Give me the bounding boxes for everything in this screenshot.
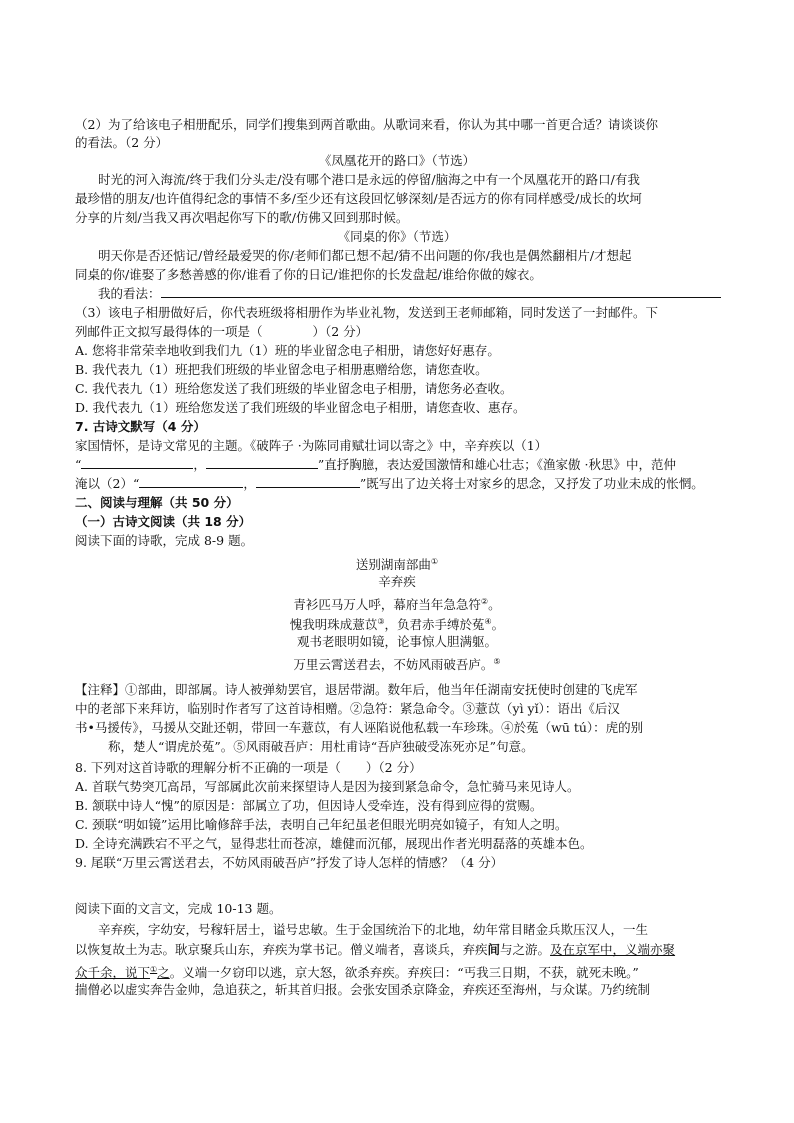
poem-line1 — [0, 592, 794, 614]
q8-stem: 8. 下列对这首诗歌的理解分析不正确的一项是（ ）（2 分） — [75, 760, 422, 775]
q7-line3-start: 淹以（2）“ — [75, 476, 140, 491]
prose-line4: 揣僧必以虚实奔告金帅，急追获之，斩其首归报。会张安国杀京降金，弃疾还至海州，与众谋。乃约统制 — [75, 982, 651, 997]
prose-line3 — [75, 960, 725, 982]
song2-lyric-line1: 明天你是否还惦记/曾经最爱哭的你/老师们都已想不起/猜不出问题的你/我也是偶然翻相片/才想起 — [98, 248, 632, 263]
prose-intro: 阅读下面的文言文，完成 10-13 题。 — [75, 901, 282, 916]
song1-title: 《凤凰花开的路口》（节选） — [318, 153, 476, 168]
poem-title-mark: ① — [430, 557, 439, 566]
q9-stem: 9. 尾联“万里云霄送君去，不妨风雨破吾庐”抒发了诗人怎样的情感？（4 分） — [75, 855, 504, 870]
prose-line2 — [75, 940, 725, 959]
section2-heading: 二、阅读与理解（共 50 分） — [75, 495, 239, 510]
q6-part2-line1: （2）为了给该电子相册配乐，同学们搜集到两首歌曲。从歌词来看，你认为其中哪一首更合适？请谈谈你 — [75, 117, 658, 132]
poem-title — [0, 552, 794, 574]
q8-option-d[interactable]: D. 全诗充满跌宕不平之气，显得悲壮而苍凉，雄健而沉郁，展现出作者光明磊落的英雄本色。 — [75, 836, 593, 851]
song2-title: 《同桌的你》（节选） — [337, 229, 457, 244]
song1-lyric-line2: 最珍惜的朋友/也许值得纪念的事情不多/至少还有这段回忆够深刻/是否远方的你有同样感受/成长的坎坷 — [75, 191, 642, 206]
song1-lyric-line3: 分享的片刻/当我又再次唱起你写下的歌/仿佛又回到那时候。 — [75, 210, 409, 225]
q6-option-a[interactable]: A. 您将非常荣幸地收到我们九（1）班的毕业留念电子相册，请您好好惠存。 — [75, 343, 500, 358]
q7-blank-1a[interactable] — [81, 455, 193, 469]
poem-line2-mid: ，负君赤手缚於菟 — [384, 617, 485, 633]
prose-line3-rest: 。义端一夕窃印以逃，京大怒，欲杀弃疾。弃疾曰：“丐我三日期，不获，就死未晚。” — [169, 965, 639, 981]
prose-line2-a: 以恢复故土为志。耿京聚兵山东，弃疾为掌书记。僧义端者，喜谈兵，弃疾 — [75, 942, 488, 957]
q7-open-quote: “ — [75, 457, 82, 472]
poem-line4-text: 万里云霄送君去，不妨风雨破吾庐。 — [293, 657, 494, 673]
poem-intro: 阅读下面的诗歌，完成 8-9 题。 — [75, 533, 254, 548]
prose-line3-mark: ① — [150, 965, 158, 974]
q7-line2 — [75, 455, 725, 474]
q8-option-b[interactable]: B. 颔联中诗人“愧”的原因是：部属立了功，但因诗人受牵连，没有得到应得的赏赐。 — [75, 798, 543, 813]
q6-part2-line2: 的看法。（2 分） — [75, 135, 169, 150]
prose-line2-emphasis: 间 — [487, 942, 501, 957]
poem-line2-end: 。 — [491, 617, 505, 633]
poem-line1-end: 。 — [488, 597, 501, 613]
q7-line3 — [75, 474, 725, 493]
poem-line2-mark2: ④ — [484, 617, 492, 626]
q6-option-d[interactable]: D. 我代表九（1）班给您发送了我们班级的毕业留念电子相册，请您查收、惠存。 — [75, 400, 526, 415]
q8-option-a[interactable]: A. 首联气势突兀高昂，写部属此次前来探望诗人是因为接到紧急命令，急忙骑马来见诗人。 — [75, 779, 580, 794]
poem-title-text: 送别湖南部曲 — [355, 557, 431, 573]
prose-line2-c: 与之游。 — [500, 942, 551, 957]
q7-blank-2b[interactable] — [256, 474, 360, 488]
my-view-label: 我的看法： — [98, 286, 161, 301]
poem-line1-text: 青衫匹马万人呼，幕府当年急急符 — [293, 597, 481, 613]
q7-heading: 7. 古诗文默写（4 分） — [75, 419, 206, 434]
q8-option-c[interactable]: C. 颈联“明如镜”运用比喻修辞手法，表明自己年纪虽老但眼光明亮如镜子，有知人之明。 — [75, 817, 568, 832]
q6-option-b[interactable]: B. 我代表九（1）班把我们班级的毕业留念电子相册惠赠给您，请您查收。 — [75, 362, 488, 377]
notes-line1: 【注释】①部曲，即部属。诗人被弹劾罢官，退居带湖。数年后，他当年任湖南安抚使时创建的飞虎军 — [75, 682, 638, 697]
poem-line4-mark: ⑤ — [493, 657, 501, 666]
notes-line4: 称，楚人“谓虎於菟”。⑤风雨破吾庐：用杜甫诗“吾庐独破受冻死亦足”句意。 — [108, 739, 534, 754]
prose-line2-underlined: 及在京军中，义端亦聚 — [550, 942, 676, 957]
q6-part3-line2: 列邮件正文拟写最得体的一项是（ ）（2 分） — [75, 324, 369, 339]
q6-part3-line1: （3）该电子相册做好后，你代表班级将相册作为毕业礼物，发送到王老师邮箱，同时发送了一封邮件。下 — [75, 305, 658, 320]
notes-line3: 书•马援传》，马援从交趾还朝，带回一车薏苡，有人诬陷说他私载一车珍珠。④於菟（wū tú）：虎的别 — [75, 720, 644, 735]
poem-line4 — [0, 652, 794, 674]
my-view-row — [98, 284, 725, 303]
poem-line3: 观书老眼明如镜，论事惊人胆满躯。 — [296, 634, 497, 649]
notes-line2: 中的老部下来拜访，临别时作者写了这首诗相赠。②急符：紧急命令。③薏苡（yì yǐ）：语出《后汉 — [75, 701, 620, 716]
q7-blank-2a[interactable] — [139, 474, 243, 488]
prose-line3-underlined: 众千余，说下 — [75, 965, 151, 981]
prose-line3-zhi: 之 — [157, 965, 170, 981]
poem-line2 — [0, 612, 794, 634]
q7-line2-rest: ”直抒胸臆，表达爱国激情和雄心壮志；《渔家傲 ·秋思》中，范仲 — [317, 457, 676, 472]
q6-option-c[interactable]: C. 我代表九（1）班给您发送了我们班级的毕业留念电子相册，请您务必查收。 — [75, 381, 513, 396]
section2-sub1: （一）古诗文阅读（共 18 分） — [75, 514, 252, 529]
q7-line1: 家国情怀，是诗文常见的主题。《破阵子 ·为陈同甫赋壮词以寄之》中，辛弃疾以（1） — [75, 438, 548, 453]
poem-line2-mark: ③ — [377, 617, 385, 626]
poem-line2-text: 愧我明珠成薏苡 — [289, 617, 378, 633]
q7-blank-1b[interactable] — [206, 455, 318, 469]
poem-author: 辛弃疾 — [378, 574, 416, 589]
q7-line3-rest: ”既写出了边关将士对家乡的思念，又抒发了功业未成的怅惘。 — [359, 476, 704, 491]
prose-line1: 辛弃疾，字幼安，号稼轩居士，谥号忠敏。生于金国统治下的北地，幼年常目睹金兵欺压汉人，一生 — [98, 922, 649, 937]
song2-lyric-line2: 同桌的你/谁娶了多愁善感的你/谁看了你的日记/谁把你的长发盘起/谁给你做的嫁衣。 — [75, 267, 542, 282]
q7-comma-1: ， — [193, 457, 206, 472]
poem-line1-mark: ② — [480, 597, 489, 606]
song1-lyric-line1: 时光的河入海流/终于我们分头走/没有哪个港口是永远的停留/脑海之中有一个凤凰花开的路口/有我 — [98, 172, 640, 187]
q7-comma-2: ， — [243, 476, 256, 491]
my-view-answer-line[interactable] — [161, 284, 721, 298]
